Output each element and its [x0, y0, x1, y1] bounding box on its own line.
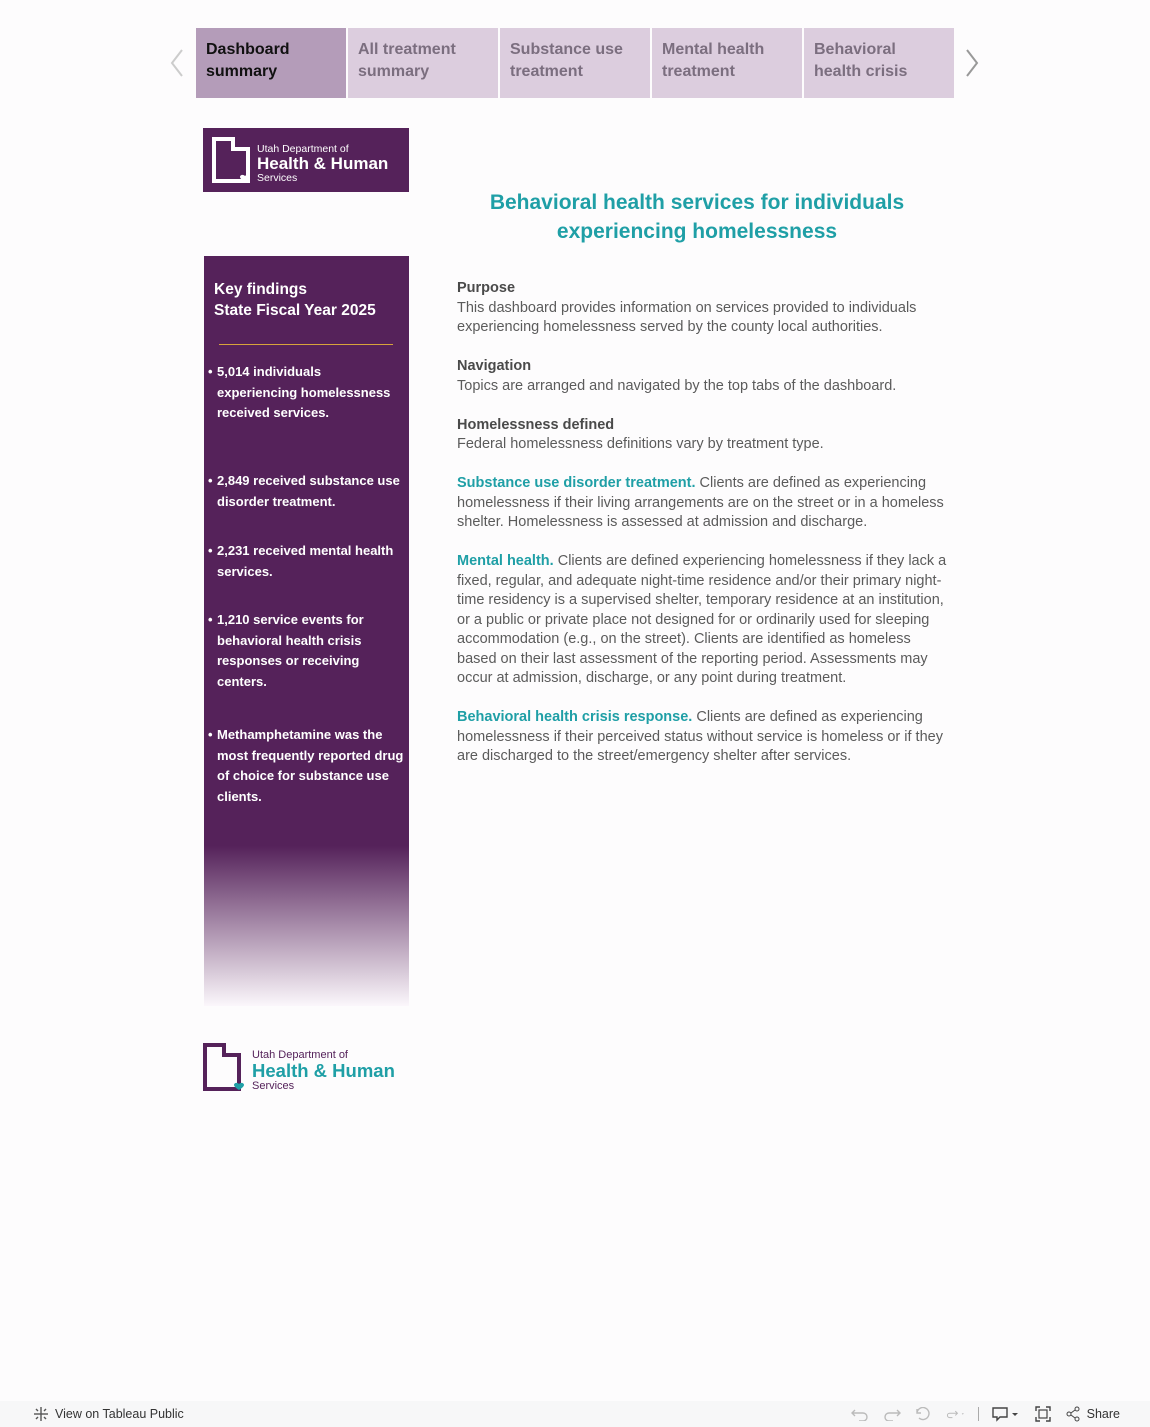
purpose-text: This dashboard provides information on services provided to individuals experiencing homelessness served by the county local authorities. [457, 299, 917, 335]
homelessness-defined-heading: Homelessness defined [457, 416, 615, 433]
dashboard-description [457, 279, 947, 786]
tab-bar [196, 28, 954, 98]
mh-definition-label: Mental health. [457, 553, 554, 569]
refresh-button[interactable] [946, 1405, 966, 1423]
undo-icon [851, 1407, 869, 1421]
share-icon [1065, 1406, 1081, 1422]
key-finding-item [208, 610, 404, 692]
view-on-tableau-label: View on Tableau Public [55, 1407, 184, 1421]
crisis-definition-label: Behavioral health crisis response. [457, 709, 693, 725]
share-button[interactable] [1065, 1406, 1120, 1422]
fullscreen-icon [1034, 1405, 1052, 1423]
refresh-icon [946, 1407, 966, 1421]
mh-definition-section [457, 552, 947, 689]
navigation-section [457, 357, 947, 396]
logo-line-2: Health & Human [257, 154, 389, 173]
purpose-heading: Purpose [457, 280, 516, 296]
tab-all-treatment-summary[interactable]: All treatment summary [348, 28, 498, 98]
key-finding-item [208, 541, 404, 582]
toolbar-separator [978, 1407, 979, 1421]
share-label: Share [1086, 1407, 1120, 1421]
comment-button[interactable] [991, 1405, 1021, 1423]
key-findings-heading: Key findings [214, 281, 308, 298]
sud-definition-label: Substance use disorder treatment. [457, 475, 696, 491]
tableau-logo-icon [33, 1406, 49, 1422]
tableau-toolbar [0, 1401, 1150, 1427]
key-finding-text: 2,231 received mental health services. [217, 543, 394, 579]
logo-line-1: Utah Department of [257, 143, 349, 155]
fullscreen-button[interactable] [1033, 1405, 1053, 1423]
key-finding-item [208, 362, 404, 424]
logo-line-3: Services [252, 1080, 295, 1092]
tab-behavioral-health-crisis[interactable]: Behavioral health crisis [804, 28, 954, 98]
dhhs-logo-footer [200, 1040, 415, 1096]
key-finding-text: 1,210 service events for behavioral health crisis responses or receiving centers. [217, 612, 364, 689]
sud-definition-text: Clients are defined as experiencing homelessness if their living arrangements are on the street or in a homeless shelter. Homelessness is assessed at admission and discharge. [457, 475, 944, 530]
key-finding-text: 5,014 individuals experiencing homelessness received services. [217, 364, 391, 420]
bullet: • [208, 727, 213, 742]
mh-definition-text: Clients are defined experiencing homelessness if they lack a fixed, regular, and adequate night-time residence and/or their primary night-time residency is a supervised shelter, temporary residence at an institution, or a public or private place not designed for or ordinarily used for sleeping accommodation (e.g., on the street). Clients are identified as homeless based on their last assessment of the reporting period. Assessments may occur at admission, discharge, or any point during treatment. [457, 553, 947, 686]
bullet: • [208, 543, 213, 558]
view-on-tableau-link[interactable] [33, 1406, 184, 1422]
toolbar-actions [850, 1405, 1120, 1423]
key-finding-text: 2,849 received substance use disorder treatment. [217, 473, 400, 509]
page-title: Behavioral health services for individuals experiencing homelessness [489, 191, 905, 243]
utah-state-icon [202, 1042, 246, 1092]
tabs-scroll-left-button[interactable] [168, 46, 188, 80]
crisis-definition-section [457, 708, 947, 767]
crisis-definition-text: Clients are defined as experiencing homelessness if their perceived status without service is homeless or if they are discharged to the street/emergency shelter after services. [457, 709, 943, 764]
key-findings-divider [219, 344, 393, 345]
key-findings-year: State Fiscal Year 2025 [214, 302, 376, 319]
logo-line-2: Health & Human [252, 1060, 395, 1081]
tab-mental-health-treatment[interactable]: Mental health treatment [652, 28, 802, 98]
key-finding-text: Methamphetamine was the most frequently reported drug of choice for substance use clients. [217, 727, 404, 804]
key-findings-title [214, 279, 376, 321]
undo-button[interactable] [850, 1405, 870, 1423]
revert-icon [915, 1407, 933, 1421]
tab-substance-use-treatment[interactable]: Substance use treatment [500, 28, 650, 98]
key-finding-item [208, 725, 404, 807]
bullet: • [208, 612, 213, 627]
tabs-scroll-right-button[interactable] [962, 46, 982, 80]
bullet: • [208, 473, 213, 488]
logo-line-1: Utah Department of [252, 1049, 348, 1061]
navigation-text: Topics are arranged and navigated by the top tabs of the dashboard. [457, 377, 897, 394]
chevron-right-icon [962, 46, 982, 80]
dhhs-logo-header [203, 128, 409, 192]
bullet: • [208, 364, 213, 379]
redo-button[interactable] [882, 1405, 902, 1423]
chevron-left-icon [168, 46, 188, 80]
key-finding-item [208, 471, 404, 512]
navigation-heading: Navigation [457, 358, 532, 374]
logo-line-3: Services [257, 172, 298, 184]
purpose-section [457, 279, 947, 338]
sud-definition-section [457, 474, 947, 533]
comment-icon [991, 1406, 1021, 1422]
redo-icon [883, 1407, 901, 1421]
homelessness-defined-text: Federal homelessness definitions vary by treatment type. [457, 436, 824, 452]
revert-button[interactable] [914, 1405, 934, 1423]
tab-dashboard-summary[interactable]: Dashboard summary [196, 28, 346, 98]
utah-state-icon [211, 136, 253, 184]
homelessness-defined-section [457, 416, 947, 455]
key-findings-panel [204, 256, 409, 1006]
